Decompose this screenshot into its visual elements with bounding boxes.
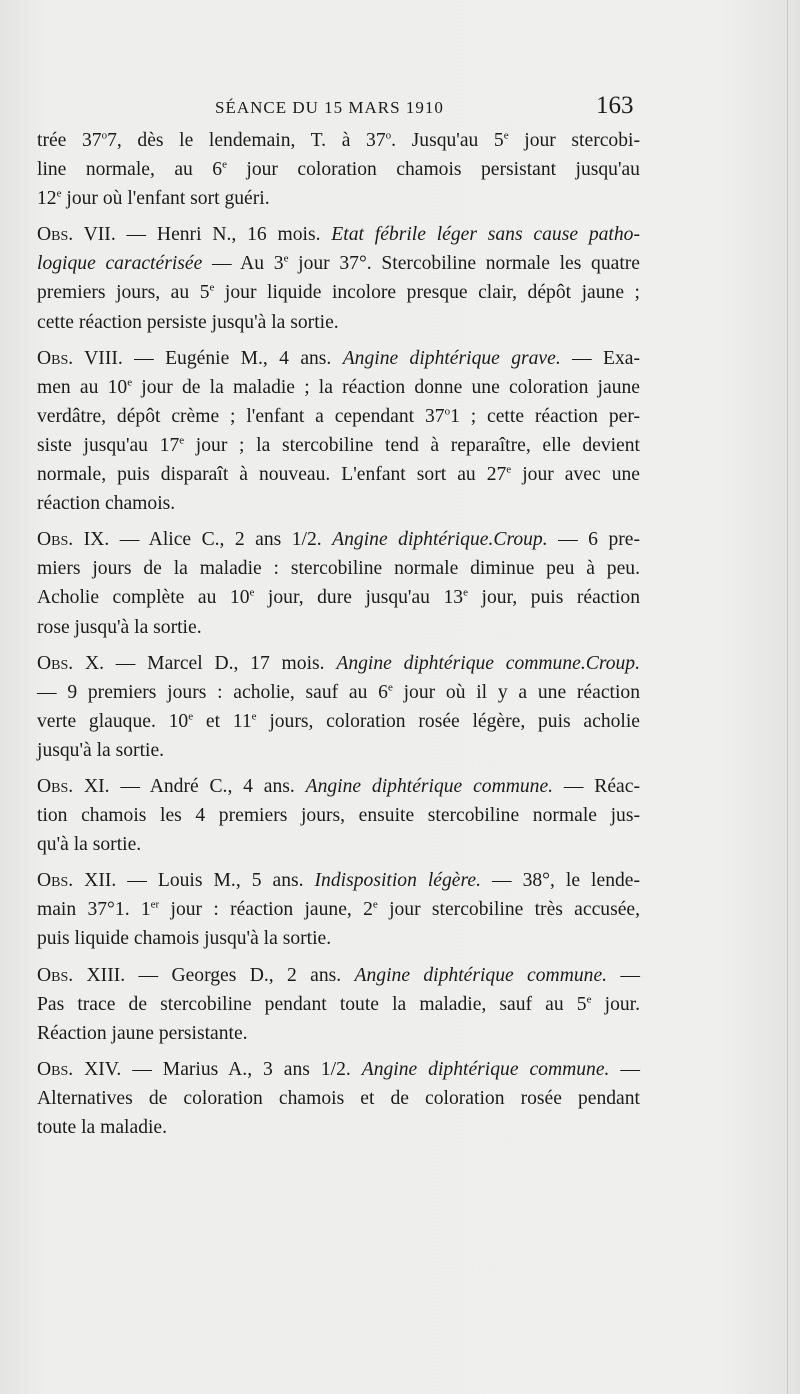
observation-label: Obs. XIV.: [37, 1058, 122, 1080]
text-run: — 38°, le lende-: [481, 870, 641, 892]
text-run: jour ; la stercobiline tend à reparaître, elle devient: [184, 434, 640, 456]
observation-label: Obs. VIII.: [37, 347, 123, 369]
text-run: premiers jours, au 5: [37, 282, 210, 304]
text-run: verte glauque. 10: [37, 710, 189, 732]
running-title: SÉANCE DU 15 MARS 1910: [215, 98, 444, 117]
text-run: et 11: [193, 710, 252, 732]
text-run: jours, coloration rosée légère, puis acholie: [256, 710, 640, 732]
superscript: e: [222, 158, 227, 171]
diagnosis-italic: Indisposition légère.: [314, 870, 481, 892]
text-line: [37, 866, 640, 895]
observation-label: Obs. X.: [37, 652, 105, 674]
text-line: [37, 278, 640, 307]
text-line: [37, 613, 640, 642]
observation-paragraph: [37, 866, 640, 953]
text-run: jour.: [591, 993, 641, 1015]
text-line: [37, 961, 640, 990]
text-line: [37, 707, 640, 736]
paragraph-gap: [37, 642, 640, 649]
paragraph-continuation: [37, 126, 640, 213]
text-run: 7, dès le lendemain, T. à 37: [107, 130, 386, 151]
text-line: [37, 649, 640, 678]
text-run: — Georges D., 2 ans.: [125, 964, 355, 986]
superscript: e: [249, 586, 255, 599]
observation-label: Obs. XII.: [37, 870, 117, 892]
text-run: — Marius A., 3 ans 1/2.: [121, 1058, 362, 1080]
text-run: jour stercobi-: [508, 130, 640, 151]
observation-label: Obs. IX.: [37, 529, 110, 551]
diagnosis-italic: logique caractérisée: [37, 253, 203, 275]
superscript: e: [506, 463, 512, 476]
text-line: [37, 126, 640, 155]
text-run: — Au 3: [202, 253, 284, 275]
superscript: e: [372, 898, 378, 911]
text-run: puis liquide chamois jusqu'à la sortie.: [37, 928, 332, 950]
text-line: [37, 924, 640, 953]
text-run: men au 10: [37, 376, 128, 398]
text-run: Pas trace de stercobiline pendant toute la maladie, sauf au 5: [37, 993, 587, 1015]
text-line: [37, 525, 640, 554]
observation-label: Obs. XI.: [37, 775, 110, 797]
observation-paragraph: [37, 525, 640, 641]
text-run: jour : réaction jaune, 2: [159, 899, 373, 921]
body-text: [37, 126, 640, 1142]
text-run: miers jours de la maladie : stercobiline normale diminue peu à peu.: [37, 558, 640, 580]
superscript: e: [586, 993, 592, 1006]
text-line: [37, 1113, 640, 1142]
text-run: jour où l'enfant sort guéri.: [61, 188, 270, 210]
superscript: er: [150, 898, 160, 911]
observation-paragraph: [37, 220, 640, 336]
text-run: — 6 pre-: [547, 529, 640, 551]
paragraph-gap: [37, 859, 640, 866]
text-run: siste jusqu'au 17: [37, 434, 180, 456]
text-run: main 37°1. 1: [37, 899, 151, 921]
superscript: e: [503, 129, 509, 142]
superscript: e: [463, 586, 468, 599]
text-line: [37, 1055, 640, 1084]
text-run: verdâtre, dépôt crème ; l'enfant a cependant 37: [37, 405, 445, 427]
superscript: e: [188, 710, 194, 723]
paragraph-gap: [37, 337, 640, 344]
text-run: jusqu'à la sortie.: [37, 739, 165, 761]
text-line: [37, 554, 640, 583]
superscript: o: [385, 129, 392, 142]
text-line: [37, 308, 640, 337]
superscript: e: [56, 187, 62, 200]
observation-paragraph: [37, 772, 640, 859]
text-run: normale, puis disparaît à nouveau. L'enfant sort au 27: [37, 464, 507, 486]
observation-paragraph: [37, 649, 640, 765]
text-run: Alternatives de coloration chamois et de coloration rosée pendant: [37, 1087, 640, 1109]
text-line: [37, 460, 640, 489]
paragraph-gap: [37, 213, 640, 220]
superscript: e: [179, 434, 185, 447]
text-run: 1 ; cette réaction per-: [450, 405, 640, 427]
text-run: 12: [37, 188, 57, 210]
text-run: — André C., 4 ans.: [109, 775, 306, 797]
text-run: trée 37: [37, 130, 102, 151]
text-run: —: [609, 1058, 640, 1080]
superscript: o: [444, 405, 451, 418]
text-run: cette réaction persiste jusqu'à la sortie.: [37, 311, 339, 333]
text-run: qu'à la sortie.: [37, 834, 142, 856]
running-header: [0, 92, 800, 122]
text-line: [37, 830, 640, 859]
diagnosis-italic: Angine diphtérique commune.: [361, 1058, 610, 1080]
diagnosis-italic: Angine diphtérique grave.: [342, 347, 561, 369]
text-run: . Jusqu'au 5: [391, 130, 504, 151]
text-line: [37, 184, 640, 213]
text-line: [37, 402, 640, 431]
observation-label: Obs. VII.: [37, 224, 116, 246]
text-run: jour liquide incolore presque clair, dépôt jaune ;: [214, 282, 641, 304]
text-line: [37, 736, 640, 765]
text-run: — Henri N., 16 mois.: [115, 224, 332, 246]
observation-label: Obs. XIII.: [37, 964, 126, 986]
text-line: [37, 155, 640, 184]
text-run: jour 37°. Stercobiline normale les quatre: [288, 253, 640, 275]
observation-paragraph: [37, 1055, 640, 1142]
text-run: toute la maladie.: [37, 1117, 168, 1138]
text-run: tion chamois les 4 premiers jours, ensuite stercobiline normale jus-: [37, 805, 640, 827]
paragraph-gap: [37, 954, 640, 961]
text-line: [37, 583, 640, 612]
paragraph-gap: [37, 765, 640, 772]
text-line: [37, 801, 640, 830]
text-line: [37, 373, 640, 402]
page-edge-shadow: [787, 0, 788, 1394]
text-run: — Louis M., 5 ans.: [116, 870, 315, 892]
text-run: jour stercobiline très accusée,: [377, 899, 640, 921]
text-line: [37, 249, 640, 278]
text-line: [37, 678, 640, 707]
text-run: réaction chamois.: [37, 493, 176, 515]
superscript: e: [251, 710, 257, 723]
paragraph-gap: [37, 1048, 640, 1055]
text-line: [37, 1019, 640, 1048]
text-run: — Réac-: [553, 775, 640, 797]
text-line: [37, 489, 640, 518]
text-run: Acholie complète au 10: [37, 587, 250, 609]
text-run: jour, dure jusqu'au 13: [254, 587, 464, 609]
text-run: jour, puis réaction: [467, 587, 640, 609]
text-run: — Exa-: [560, 347, 640, 369]
observation-paragraph: [37, 961, 640, 1048]
text-line: [37, 1084, 640, 1113]
text-line: [37, 990, 640, 1019]
text-line: [37, 895, 640, 924]
text-run: — Marcel D., 17 mois.: [104, 652, 337, 674]
superscript: e: [387, 681, 393, 694]
text-run: jour avec une: [511, 464, 640, 486]
text-run: Réaction jaune persistante.: [37, 1022, 248, 1044]
superscript: o: [101, 129, 108, 142]
text-run: jour coloration chamois persistant jusqu'au: [226, 159, 640, 181]
text-run: rose jusqu'à la sortie.: [37, 616, 202, 638]
text-run: — Eugénie M., 4 ans.: [122, 347, 343, 369]
diagnosis-italic: Angine diphtérique commune.Croup.: [336, 652, 641, 674]
diagnosis-italic: Angine diphtérique commune.: [305, 775, 554, 797]
diagnosis-italic: Angine diphtérique commune.: [354, 964, 608, 986]
superscript: e: [283, 252, 289, 265]
superscript: e: [209, 281, 215, 294]
text-line: [37, 344, 640, 373]
text-run: — 9 premiers jours : acholie, sauf au 6: [37, 681, 388, 703]
paragraph-gap: [37, 518, 640, 525]
superscript: e: [127, 376, 133, 389]
text-line: [37, 431, 640, 460]
observation-paragraph: [37, 344, 640, 519]
text-run: —: [607, 964, 640, 986]
text-line: [37, 772, 640, 801]
diagnosis-italic: Etat fébrile léger sans cause patho-: [331, 224, 640, 246]
text-run: — Alice C., 2 ans 1/2.: [109, 529, 333, 551]
text-run: jour de la maladie ; la réaction donne une coloration jaune: [132, 376, 640, 398]
diagnosis-italic: Angine diphtérique.Croup.: [332, 529, 548, 551]
text-run: line normale, au 6: [37, 159, 223, 181]
text-line: [37, 220, 640, 249]
page-number: 163: [596, 92, 634, 119]
text-run: jour où il y a une réaction: [392, 681, 640, 703]
